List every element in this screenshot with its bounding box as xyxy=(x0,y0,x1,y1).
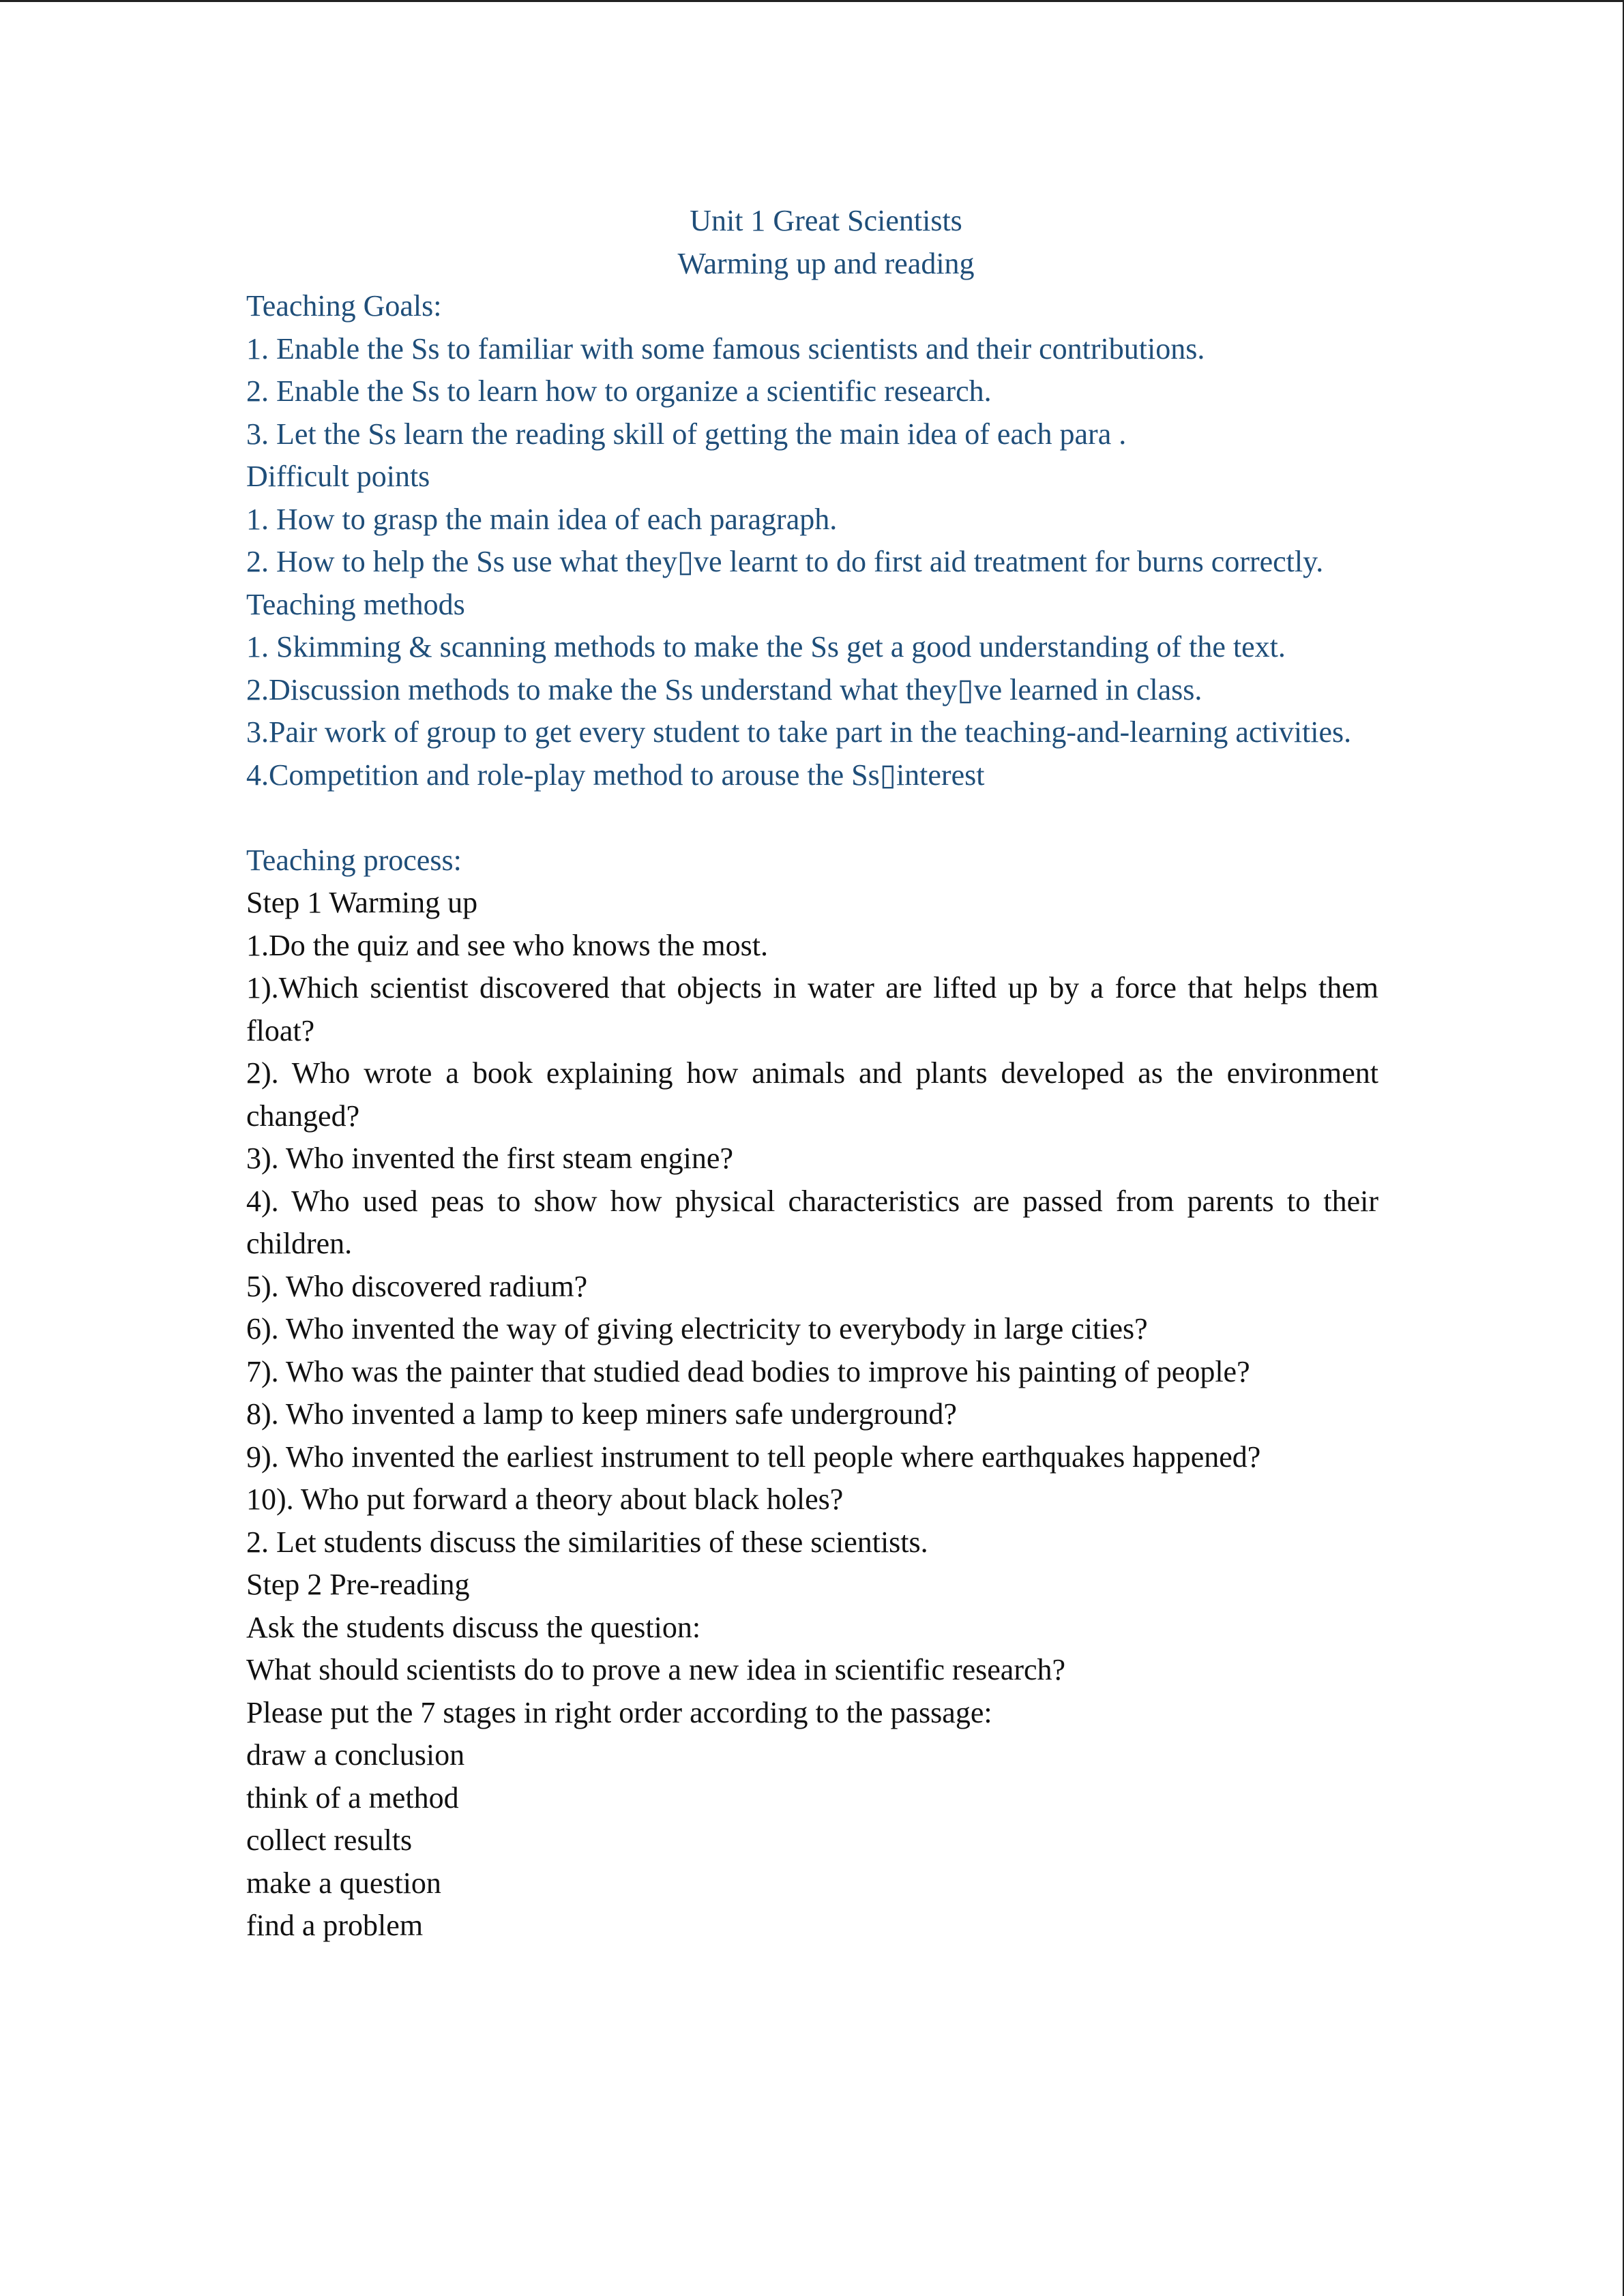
difficult-point-item: 1. How to grasp the main idea of each paragraph. xyxy=(246,502,838,536)
quiz-question: 9). Who invented the earliest instrument to tell people where earthquakes happened? xyxy=(246,1440,1261,1474)
teaching-process-heading: Teaching process: xyxy=(246,843,462,877)
teaching-method-item: 1. Skimming & scanning methods to make the Ss get a good understanding of the text. xyxy=(246,630,1286,664)
teaching-method-item: 2.Discussion methods to make the Ss understand what they▯ve learned in class. xyxy=(246,672,1202,706)
step2-line: Please put the 7 stages in right order according to the passage: xyxy=(246,1695,992,1729)
stage-list xyxy=(246,1734,1378,1948)
document-body xyxy=(246,200,1408,1948)
step1-closing: 2. Let students discuss the similarities of these scientists. xyxy=(246,1525,928,1559)
difficult-points-heading: Difficult points xyxy=(246,460,430,493)
step1-title: Step 1 Warming up xyxy=(246,886,478,919)
stage-item: draw a conclusion xyxy=(246,1738,465,1772)
teaching-goal-item: 3. Let the Ss learn the reading skill of getting the main idea of each para . xyxy=(246,417,1127,451)
quiz-question: 3). Who invented the first steam engine? xyxy=(246,1142,733,1175)
step2-line: Ask the students discuss the question: xyxy=(246,1610,701,1644)
teaching-method-item: 3.Pair work of group to get every student to take part in the teaching-and-learning activities. xyxy=(246,715,1352,749)
quiz-question: 7). Who was the painter that studied dead bodies to improve his painting of people? xyxy=(246,1354,1250,1388)
difficult-point-item: 2. How to help the Ss use what they▯ve learnt to do first aid treatment for burns correctly. xyxy=(246,545,1324,578)
step2-line: What should scientists do to prove a new idea in scientific research? xyxy=(246,1653,1066,1686)
stage-item: find a problem xyxy=(246,1909,424,1942)
quiz-question: 6). Who invented the way of giving electricity to everybody in large cities? xyxy=(246,1312,1148,1345)
stage-item: think of a method xyxy=(246,1780,459,1815)
quiz-question: 2). Who wrote a book explaining how animals and plants developed as the environment changed? xyxy=(246,1056,1386,1133)
teaching-method-item: 4.Competition and role-play method to arouse the Ss▯interest xyxy=(246,758,985,792)
quiz-question: 10). Who put forward a theory about black holes? xyxy=(246,1482,844,1516)
teaching-goals-heading: Teaching Goals: xyxy=(246,289,442,323)
blank-line xyxy=(246,796,1378,839)
quiz-question: 4). Who used peas to show how physical characteristics are passed from parents to their children. xyxy=(246,1184,1408,1260)
stage-item: collect results xyxy=(246,1823,413,1857)
page-title: Unit 1 Great Scientists xyxy=(690,204,962,237)
quiz-question: 1).Which scientist discovered that objects in water are lifted up by a force that helps them float? xyxy=(246,971,1386,1047)
teaching-methods-heading: Teaching methods xyxy=(246,587,465,621)
stage-item: make a question xyxy=(246,1866,441,1900)
teaching-goal-item: 2. Enable the Ss to learn how to organize a scientific research. xyxy=(246,374,992,408)
quiz-question: 5). Who discovered radium? xyxy=(246,1269,588,1303)
teaching-goal-item: 1. Enable the Ss to familiar with some famous scientists and their contributions. xyxy=(246,331,1205,366)
page-subtitle: Warming up and reading xyxy=(677,246,975,280)
quiz-question: 8). Who invented a lamp to keep miners safe underground? xyxy=(246,1397,957,1431)
step2-title: Step 2 Pre-reading xyxy=(246,1568,470,1601)
step1-intro: 1.Do the quiz and see who knows the most. xyxy=(246,928,768,962)
